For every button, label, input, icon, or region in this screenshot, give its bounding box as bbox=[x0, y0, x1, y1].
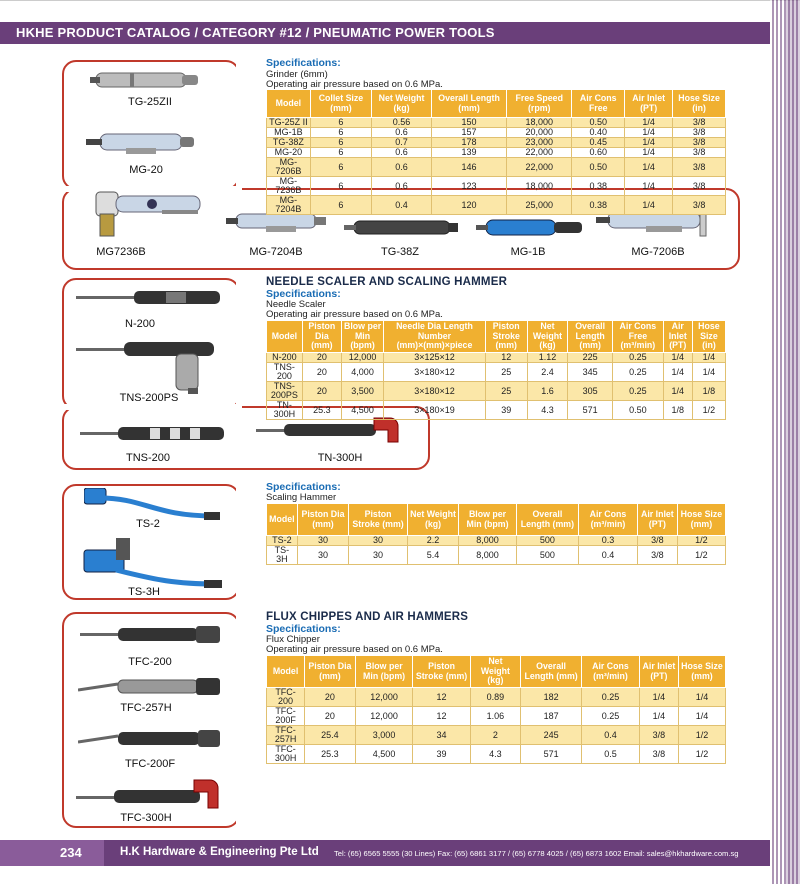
table-cell: 1/4 bbox=[678, 688, 725, 707]
table-row bbox=[267, 138, 726, 148]
model-cell: TNS-200PS bbox=[267, 382, 303, 401]
model-cell: TFC-200 bbox=[267, 688, 305, 707]
product-label: MG-20 bbox=[129, 164, 163, 176]
table-cell: 30 bbox=[297, 546, 349, 565]
table-cell: 5.4 bbox=[407, 546, 458, 565]
table-cell: 3,500 bbox=[341, 382, 383, 401]
table-cell: 0.6 bbox=[372, 177, 432, 196]
column-header: Piston Dia (mm) bbox=[302, 321, 341, 353]
column-header: Net Weight (kg) bbox=[470, 656, 521, 688]
model-cell: MG-20 bbox=[267, 148, 311, 158]
table-row bbox=[267, 726, 726, 745]
spec-title: Specifications: bbox=[266, 288, 341, 300]
table-cell: 0.89 bbox=[470, 688, 521, 707]
product-label: MG-7206B bbox=[631, 246, 685, 258]
table-cell: 12 bbox=[413, 688, 470, 707]
table-header-row bbox=[267, 321, 726, 353]
table-cell: 0.4 bbox=[582, 726, 640, 745]
table-cell: 0.50 bbox=[613, 401, 664, 420]
table-cell: 178 bbox=[431, 138, 506, 148]
table-cell: 1/4 bbox=[663, 363, 692, 382]
table-cell: 3/8 bbox=[673, 177, 726, 196]
table-cell: 6 bbox=[310, 138, 371, 148]
product-label: TNS-200 bbox=[125, 452, 171, 464]
table-cell: 157 bbox=[431, 128, 506, 138]
table-cell: 6 bbox=[310, 158, 371, 177]
table-cell: 1/4 bbox=[663, 382, 692, 401]
column-header: Air Inlet (PT) bbox=[639, 656, 678, 688]
column-header: Needle Dia Length Number (mm)×(mm)×piece bbox=[384, 321, 486, 353]
column-header: Piston Dia (mm) bbox=[305, 656, 356, 688]
table-row bbox=[267, 382, 726, 401]
table-cell: 30 bbox=[349, 546, 408, 565]
table-cell: 25,000 bbox=[507, 196, 572, 215]
table-cell: 0.25 bbox=[613, 363, 664, 382]
product-label: TFC-257H bbox=[120, 702, 172, 714]
table-cell: 0.45 bbox=[572, 138, 625, 148]
spec-description: Needle Scaler bbox=[266, 299, 326, 310]
tool-image-tns-200ps bbox=[76, 340, 226, 396]
table-cell: 25.3 bbox=[305, 745, 356, 764]
table-cell: 39 bbox=[413, 745, 470, 764]
column-header: Blow per Min (bpm) bbox=[459, 504, 517, 536]
table-row bbox=[267, 363, 726, 382]
header-bar bbox=[0, 22, 770, 44]
product-label: MG-1B bbox=[510, 246, 546, 258]
product-label: TG-25ZII bbox=[127, 96, 172, 108]
column-header: Piston Stroke (mm) bbox=[349, 504, 408, 536]
table-cell: 0.25 bbox=[582, 688, 640, 707]
table-cell: 2.4 bbox=[527, 363, 568, 382]
table-cell: 6 bbox=[310, 148, 371, 158]
spec-description: Scaling Hammer bbox=[266, 492, 337, 503]
table-cell: 1/4 bbox=[625, 118, 673, 128]
table-cell: 1/2 bbox=[692, 401, 725, 420]
table-cell: 3/8 bbox=[639, 745, 678, 764]
table-row bbox=[267, 158, 726, 177]
column-header: Free Speed (rpm) bbox=[507, 90, 572, 118]
model-cell: TS-3H bbox=[267, 546, 298, 565]
company-contact: Tel: (65) 6565 5555 (30 Lines) Fax: (65) 6861 3177 / (65) 6778 4025 / (65) 6873 1602 Email: sales@hkhardware.com.sg bbox=[334, 849, 739, 858]
tool-image-tns-200 bbox=[80, 424, 230, 444]
table-header-row bbox=[267, 504, 726, 536]
needle-scaler-spec-table bbox=[266, 320, 726, 420]
column-header: Piston Dia (mm) bbox=[297, 504, 349, 536]
product-label: TFC-200F bbox=[124, 758, 176, 770]
table-cell: 0.40 bbox=[572, 128, 625, 138]
table-cell: 123 bbox=[431, 177, 506, 196]
table-cell: 120 bbox=[431, 196, 506, 215]
page-title: HKHE PRODUCT CATALOG / CATEGORY #12 / PNEUMATIC POWER TOOLS bbox=[16, 25, 495, 40]
table-cell: 12 bbox=[485, 353, 527, 363]
table-cell: 20,000 bbox=[507, 128, 572, 138]
tool-image-tfc-300h bbox=[76, 776, 226, 812]
table-header-row bbox=[267, 656, 726, 688]
model-cell: MG-7206B bbox=[267, 158, 311, 177]
table-cell: 1/2 bbox=[678, 745, 725, 764]
column-header: Model bbox=[267, 504, 298, 536]
model-cell: TFC-300H bbox=[267, 745, 305, 764]
table-cell: 1/8 bbox=[663, 401, 692, 420]
table-cell: 20 bbox=[302, 382, 341, 401]
table-cell: 1/4 bbox=[692, 353, 725, 363]
column-header: Model bbox=[267, 90, 311, 118]
table-cell: 0.50 bbox=[572, 118, 625, 128]
table-cell: 3/8 bbox=[673, 148, 726, 158]
column-header: Hose Size (mm) bbox=[678, 656, 725, 688]
model-cell: TG-25Z II bbox=[267, 118, 311, 128]
column-header: Air Cons Free (m³/min) bbox=[613, 321, 664, 353]
table-cell: 1/4 bbox=[625, 138, 673, 148]
table-cell: 4,500 bbox=[341, 401, 383, 420]
table-cell: 0.25 bbox=[582, 707, 640, 726]
table-cell: 182 bbox=[521, 688, 582, 707]
table-cell: 3×180×19 bbox=[384, 401, 486, 420]
table-cell: 12,000 bbox=[341, 353, 383, 363]
table-cell: 150 bbox=[431, 118, 506, 128]
table-cell: 6 bbox=[310, 196, 371, 215]
column-header: Overall Length (mm) bbox=[521, 656, 582, 688]
table-cell: 25.4 bbox=[305, 726, 356, 745]
table-cell: 0.25 bbox=[613, 382, 664, 401]
table-cell: 4,500 bbox=[355, 745, 413, 764]
model-cell: TS-2 bbox=[267, 536, 298, 546]
section-title-flux: FLUX CHIPPES AND AIR HAMMERS bbox=[266, 611, 469, 623]
product-label: MG-7204B bbox=[249, 246, 303, 258]
table-cell: 3×180×12 bbox=[384, 363, 486, 382]
table-cell: 1/4 bbox=[625, 128, 673, 138]
table-row bbox=[267, 148, 726, 158]
table-row bbox=[267, 536, 726, 546]
table-cell: 3/8 bbox=[673, 196, 726, 215]
scaling-hammer-spec-table bbox=[266, 503, 726, 565]
column-header: Model bbox=[267, 321, 303, 353]
table-cell: 187 bbox=[521, 707, 582, 726]
spec-pressure-note: Operating air pressure based on 0.6 MPa. bbox=[266, 79, 443, 90]
product-label: TN-300H bbox=[317, 452, 363, 464]
table-cell: 0.7 bbox=[372, 138, 432, 148]
column-header: Hose Size (in) bbox=[692, 321, 725, 353]
right-edge-band bbox=[786, 0, 800, 884]
grinder-spec-table bbox=[266, 89, 726, 215]
table-cell: 3/8 bbox=[673, 128, 726, 138]
table-cell: 345 bbox=[568, 363, 613, 382]
table-cell: 245 bbox=[521, 726, 582, 745]
table-cell: 3×180×12 bbox=[384, 382, 486, 401]
table-cell: 4,000 bbox=[341, 363, 383, 382]
table-cell: 25 bbox=[485, 382, 527, 401]
table-cell: 0.4 bbox=[372, 196, 432, 215]
model-cell: MG-1B bbox=[267, 128, 311, 138]
table-cell: 1/4 bbox=[678, 707, 725, 726]
tool-image-ts-3h bbox=[76, 536, 226, 588]
column-header: Blow per Min (bpm) bbox=[355, 656, 413, 688]
flux-chipper-spec-table bbox=[266, 655, 726, 764]
table-cell: 8,000 bbox=[459, 546, 517, 565]
spec-title: Specifications: bbox=[266, 481, 341, 493]
page-number: 234 bbox=[0, 840, 104, 866]
column-header: Overall Length (mm) bbox=[568, 321, 613, 353]
table-row bbox=[267, 745, 726, 764]
column-header: Air Inlet (PT) bbox=[663, 321, 692, 353]
table-cell: 4.3 bbox=[470, 745, 521, 764]
tool-image-mg7236b bbox=[92, 190, 208, 242]
table-cell: 1.12 bbox=[527, 353, 568, 363]
tool-image-tfc-200f bbox=[78, 728, 224, 750]
column-header: Net Weight (kg) bbox=[407, 504, 458, 536]
table-cell: 1/8 bbox=[692, 382, 725, 401]
table-cell: 1/4 bbox=[625, 177, 673, 196]
model-cell: TNS-200 bbox=[267, 363, 303, 382]
table-cell: 22,000 bbox=[507, 148, 572, 158]
table-cell: 1/2 bbox=[677, 546, 725, 565]
spec-title: Specifications: bbox=[266, 57, 341, 69]
table-cell: 0.38 bbox=[572, 196, 625, 215]
top-rule bbox=[0, 0, 800, 1]
column-header: Air Inlet (PT) bbox=[625, 90, 673, 118]
table-cell: 1/4 bbox=[625, 196, 673, 215]
product-label: TNS-200PS bbox=[119, 392, 179, 404]
table-cell: 8,000 bbox=[459, 536, 517, 546]
table-cell: 305 bbox=[568, 382, 613, 401]
table-cell: 12,000 bbox=[355, 707, 413, 726]
spec-pressure-note: Operating air pressure based on 0.6 MPa. bbox=[266, 309, 443, 320]
tool-image-tg-25zii bbox=[90, 68, 200, 92]
model-cell: TG-38Z bbox=[267, 138, 311, 148]
table-cell: 571 bbox=[521, 745, 582, 764]
table-cell: 139 bbox=[431, 148, 506, 158]
table-cell: 3/8 bbox=[639, 726, 678, 745]
model-cell: TN-300H bbox=[267, 401, 303, 420]
table-cell: 3,000 bbox=[355, 726, 413, 745]
product-label: TG-38Z bbox=[381, 246, 419, 258]
table-cell: 1/4 bbox=[625, 148, 673, 158]
table-cell: 2.2 bbox=[407, 536, 458, 546]
table-cell: 0.50 bbox=[572, 158, 625, 177]
table-cell: 3/8 bbox=[673, 158, 726, 177]
table-cell: 20 bbox=[305, 688, 356, 707]
column-header: Model bbox=[267, 656, 305, 688]
column-header: Collet Size (mm) bbox=[310, 90, 371, 118]
table-header-row bbox=[267, 90, 726, 118]
table-cell: 20 bbox=[305, 707, 356, 726]
table-cell: 3/8 bbox=[673, 118, 726, 128]
table-cell: 1/4 bbox=[692, 363, 725, 382]
table-cell: 146 bbox=[431, 158, 506, 177]
tool-image-tfc-200 bbox=[80, 624, 226, 646]
model-cell: N-200 bbox=[267, 353, 303, 363]
column-header: Air Cons (m³/min) bbox=[579, 504, 638, 536]
column-header: Net Weight (kg) bbox=[372, 90, 432, 118]
table-cell: 1/4 bbox=[639, 688, 678, 707]
table-cell: 12 bbox=[413, 707, 470, 726]
table-cell: 225 bbox=[568, 353, 613, 363]
table-cell: 1/4 bbox=[625, 158, 673, 177]
table-cell: 0.4 bbox=[579, 546, 638, 565]
table-row bbox=[267, 707, 726, 726]
table-cell: 0.3 bbox=[579, 536, 638, 546]
table-cell: 25.3 bbox=[302, 401, 341, 420]
table-cell: 20 bbox=[302, 353, 341, 363]
company-name: H.K Hardware & Engineering Pte Ltd bbox=[120, 846, 319, 858]
table-cell: 1.06 bbox=[470, 707, 521, 726]
product-label: TS-2 bbox=[136, 518, 160, 530]
table-cell: 0.6 bbox=[372, 148, 432, 158]
table-cell: 6 bbox=[310, 177, 371, 196]
table-cell: 30 bbox=[297, 536, 349, 546]
model-cell: TFC-257H bbox=[267, 726, 305, 745]
table-cell: 1.6 bbox=[527, 382, 568, 401]
product-label: TS-3H bbox=[128, 586, 160, 598]
table-row bbox=[267, 128, 726, 138]
tool-image-n-200 bbox=[76, 288, 226, 308]
tool-image-mg-20 bbox=[86, 128, 196, 156]
column-header: Piston Stroke (mm) bbox=[485, 321, 527, 353]
table-cell: 6 bbox=[310, 128, 371, 138]
table-cell: 39 bbox=[485, 401, 527, 420]
column-header: Air Cons Free bbox=[572, 90, 625, 118]
table-cell: 571 bbox=[568, 401, 613, 420]
tool-image-tg-38z bbox=[344, 218, 460, 238]
table-cell: 1/4 bbox=[663, 353, 692, 363]
model-cell: MG-7236B bbox=[267, 177, 311, 196]
table-row bbox=[267, 546, 726, 565]
table-cell: 500 bbox=[516, 536, 578, 546]
table-row bbox=[267, 177, 726, 196]
spec-pressure-note: Operating air pressure based on 0.6 MPa. bbox=[266, 644, 443, 655]
table-cell: 1/2 bbox=[678, 726, 725, 745]
product-label: MG7236B bbox=[96, 246, 146, 258]
product-label: TFC-200 bbox=[128, 656, 172, 668]
table-cell: 3/8 bbox=[673, 138, 726, 148]
table-row bbox=[267, 401, 726, 420]
table-cell: 6 bbox=[310, 118, 371, 128]
column-header: Net Weight (kg) bbox=[527, 321, 568, 353]
table-cell: 20 bbox=[302, 363, 341, 382]
table-cell: 18,000 bbox=[507, 118, 572, 128]
table-cell: 0.6 bbox=[372, 128, 432, 138]
column-header: Hose Size (in) bbox=[673, 90, 726, 118]
model-cell: TFC-200F bbox=[267, 707, 305, 726]
spec-description: Flux Chipper bbox=[266, 634, 320, 645]
table-cell: 2 bbox=[470, 726, 521, 745]
table-cell: 500 bbox=[516, 546, 578, 565]
column-header: Piston Stroke (mm) bbox=[413, 656, 470, 688]
section-title-needle: NEEDLE SCALER AND SCALING HAMMER bbox=[266, 276, 508, 288]
product-label: TFC-300H bbox=[120, 812, 172, 824]
column-header: Overall Length (mm) bbox=[431, 90, 506, 118]
table-cell: 1/4 bbox=[639, 707, 678, 726]
column-header: Blow per Min (bpm) bbox=[341, 321, 383, 353]
table-cell: 0.5 bbox=[582, 745, 640, 764]
column-header: Air Inlet (PT) bbox=[637, 504, 677, 536]
spec-title: Specifications: bbox=[266, 623, 341, 635]
table-cell: 3×125×12 bbox=[384, 353, 486, 363]
table-cell: 0.6 bbox=[372, 158, 432, 177]
table-cell: 30 bbox=[349, 536, 408, 546]
table-cell: 22,000 bbox=[507, 158, 572, 177]
table-cell: 18,000 bbox=[507, 177, 572, 196]
tool-image-mg-1b bbox=[476, 216, 586, 240]
column-header: Air Cons (m³/min) bbox=[582, 656, 640, 688]
product-label: N-200 bbox=[125, 318, 155, 330]
table-cell: 0.38 bbox=[572, 177, 625, 196]
table-row bbox=[267, 118, 726, 128]
table-cell: 1/2 bbox=[677, 536, 725, 546]
table-cell: 25 bbox=[485, 363, 527, 382]
table-row bbox=[267, 353, 726, 363]
column-header: Overall Length (mm) bbox=[516, 504, 578, 536]
table-cell: 4.3 bbox=[527, 401, 568, 420]
spec-description: Grinder (6mm) bbox=[266, 69, 328, 80]
table-cell: 23,000 bbox=[507, 138, 572, 148]
table-cell: 34 bbox=[413, 726, 470, 745]
table-cell: 3/8 bbox=[637, 536, 677, 546]
column-header: Hose Size (mm) bbox=[677, 504, 725, 536]
tool-image-tfc-257h bbox=[78, 676, 224, 698]
table-cell: 0.60 bbox=[572, 148, 625, 158]
table-cell: 0.25 bbox=[613, 353, 664, 363]
model-cell: MG-7204B bbox=[267, 196, 311, 215]
table-row bbox=[267, 196, 726, 215]
table-row bbox=[267, 688, 726, 707]
table-cell: 0.56 bbox=[372, 118, 432, 128]
table-cell: 3/8 bbox=[637, 546, 677, 565]
table-cell: 12,000 bbox=[355, 688, 413, 707]
